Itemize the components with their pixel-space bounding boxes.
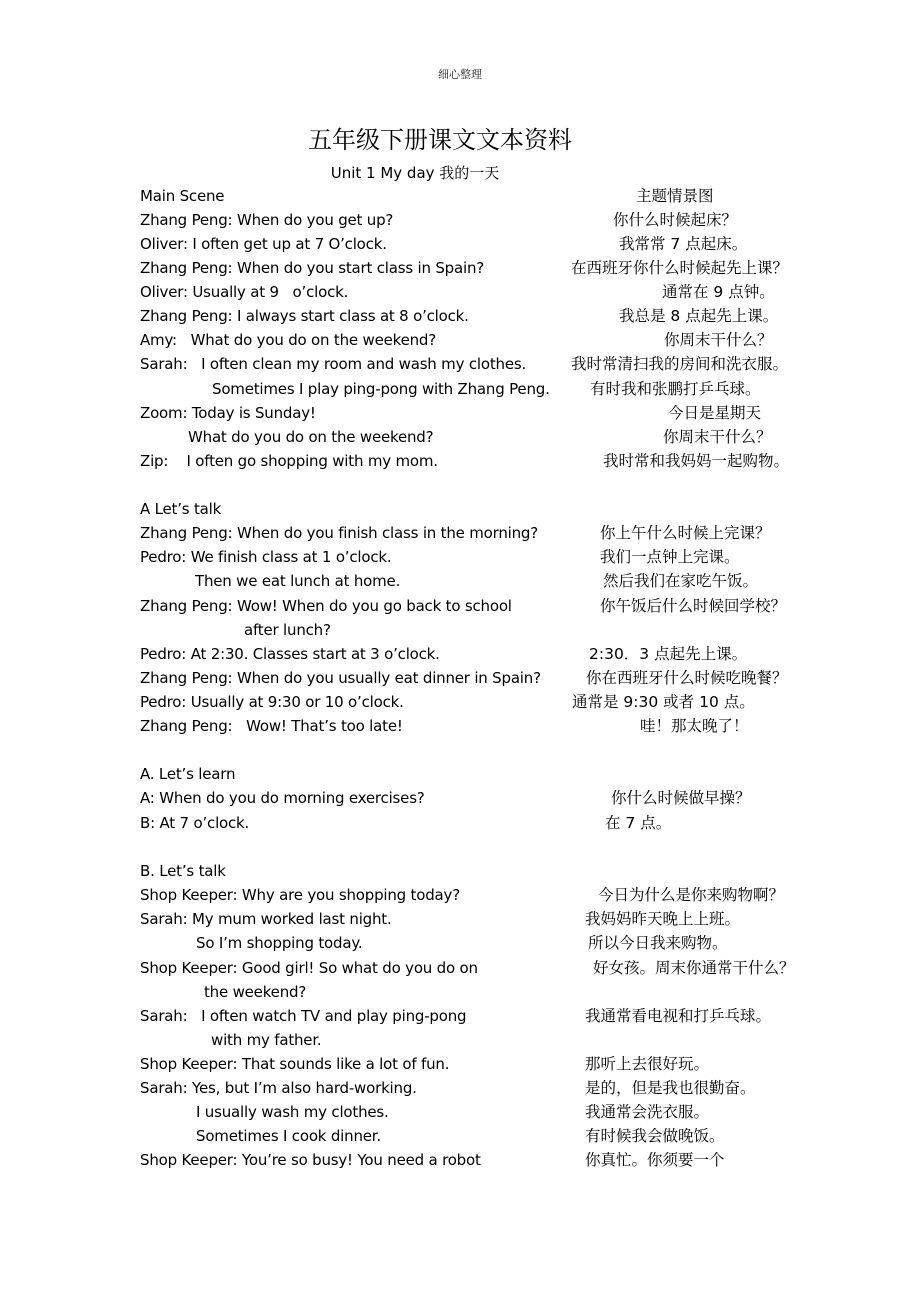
chinese-translation: 我总是 8 点起先上课。 xyxy=(619,307,779,325)
chinese-translation: 我常常 7 点起床。 xyxy=(619,235,748,253)
chinese-translation: 有时我和张鹏打乒乓球。 xyxy=(590,380,761,398)
chinese-translation: 好女孩。周末你通常干什么？ xyxy=(593,959,795,977)
english-line: Shop Keeper: Good girl! So what do you do on xyxy=(140,959,478,977)
chinese-translation: 通常在 9 点钟。 xyxy=(662,283,775,301)
english-line: Shop Keeper: That sounds like a lot of fun. xyxy=(140,1055,450,1073)
chinese-translation: 我通常会洗衣服。 xyxy=(585,1103,710,1121)
english-line: Sarah: My mum worked last night. xyxy=(140,910,392,928)
english-line: Zoom: Today is Sunday! xyxy=(140,404,316,422)
english-line: A Let’s talk xyxy=(140,500,222,518)
chinese-translation: 在 7 点。 xyxy=(605,814,672,832)
english-line: Sarah: Yes, but I’m also hard-working. xyxy=(140,1079,417,1097)
english-line: Shop Keeper: Why are you shopping today? xyxy=(140,886,460,904)
chinese-translation: 今日是星期天 xyxy=(668,404,762,422)
chinese-translation: 然后我们在家吃午饭。 xyxy=(603,572,759,590)
english-line: the weekend? xyxy=(204,983,307,1001)
english-line: I usually wash my clothes. xyxy=(196,1103,389,1121)
english-line: Zhang Peng: Wow! When do you go back to school xyxy=(140,597,512,615)
chinese-translation: 你上午什么时候上完课？ xyxy=(600,524,771,542)
english-line: Main Scene xyxy=(140,187,225,205)
english-line: Oliver: Usually at 9 o’clock. xyxy=(140,283,349,301)
chinese-translation: 有时候我会做晚饭。 xyxy=(585,1127,725,1145)
chinese-translation: 你午饭后什么时候回学校？ xyxy=(600,597,787,615)
unit-subtitle: Unit 1 My day 我的一天 xyxy=(330,164,500,182)
english-line: Zhang Peng: When do you start class in Spain? xyxy=(140,259,485,277)
chinese-translation: 哇！那太晚了！ xyxy=(640,717,749,735)
english-line: Oliver: I often get up at 7 O’clock. xyxy=(140,235,387,253)
chinese-translation: 我时常和我妈妈一起购物。 xyxy=(603,452,790,470)
english-line: Zhang Peng: When do you usually eat dinner in Spain? xyxy=(140,669,541,687)
document-title: 五年级下册课文文本资料 xyxy=(308,126,572,154)
chinese-translation: 我通常看电视和打乒乓球。 xyxy=(585,1007,772,1025)
english-line: Then we eat lunch at home. xyxy=(195,572,401,590)
english-line: Pedro: We finish class at 1 o’clock. xyxy=(140,548,392,566)
english-line: B. Let’s talk xyxy=(140,862,226,880)
english-line: Sarah: I often watch TV and play ping-pong xyxy=(140,1007,467,1025)
english-line: Zhang Peng: When do you get up? xyxy=(140,211,394,229)
chinese-translation: 在西班牙你什么时候起先上课？ xyxy=(571,259,789,277)
english-line: Zhang Peng: I always start class at 8 o’clock. xyxy=(140,307,469,325)
chinese-translation: 你在西班牙什么时候吃晚餐？ xyxy=(586,669,788,687)
english-line: Shop Keeper: You’re so busy! You need a robot xyxy=(140,1151,481,1169)
chinese-translation: 你周末干什么？ xyxy=(664,331,773,349)
chinese-translation: 今日为什么是你来购物啊？ xyxy=(598,886,785,904)
english-line: Amy: What do you do on the weekend? xyxy=(140,331,436,349)
chinese-translation: 所以今日我来购物。 xyxy=(588,934,728,952)
chinese-translation: 2:30．3 点起先上课。 xyxy=(589,645,748,663)
chinese-translation: 你什么时候做早操？ xyxy=(611,789,751,807)
english-line: Sometimes I cook dinner. xyxy=(196,1127,381,1145)
english-line: A. Let’s learn xyxy=(140,765,236,783)
chinese-translation: 我们一点钟上完课。 xyxy=(600,548,740,566)
chinese-translation: 你真忙。你须要一个 xyxy=(585,1151,725,1169)
page-header: 细心整理 xyxy=(438,68,482,81)
english-line: A: When do you do morning exercises? xyxy=(140,789,425,807)
english-line: Zhang Peng: When do you finish class in the morning? xyxy=(140,524,538,542)
chinese-translation: 你什么时候起床？ xyxy=(613,211,738,229)
english-line: with my father. xyxy=(211,1031,322,1049)
english-line: What do you do on the weekend? xyxy=(188,428,434,446)
english-line: So I’m shopping today. xyxy=(196,934,363,952)
chinese-translation: 主题情景图 xyxy=(636,187,714,205)
chinese-translation: 我时常清扫我的房间和洗衣服。 xyxy=(571,355,789,373)
english-line: Sometimes I play ping-pong with Zhang Peng. xyxy=(212,380,550,398)
english-line: Zip: I often go shopping with my mom. xyxy=(140,452,438,470)
chinese-translation: 是的，但是我也很勤奋。 xyxy=(585,1079,756,1097)
english-line: Zhang Peng: Wow! That’s too late! xyxy=(140,717,403,735)
chinese-translation: 通常是 9:30 或者 10 点。 xyxy=(572,693,755,711)
english-line: Sarah: I often clean my room and wash my clothes. xyxy=(140,355,527,373)
english-line: Pedro: Usually at 9:30 or 10 o’clock. xyxy=(140,693,404,711)
english-line: B: At 7 o’clock. xyxy=(140,814,250,832)
chinese-translation: 你周末干什么？ xyxy=(663,428,772,446)
chinese-translation: 我妈妈昨天晚上上班。 xyxy=(585,910,741,928)
chinese-translation: 那听上去很好玩。 xyxy=(585,1055,710,1073)
english-line: Pedro: At 2:30. Classes start at 3 o’clock. xyxy=(140,645,440,663)
english-line: after lunch? xyxy=(244,621,331,639)
